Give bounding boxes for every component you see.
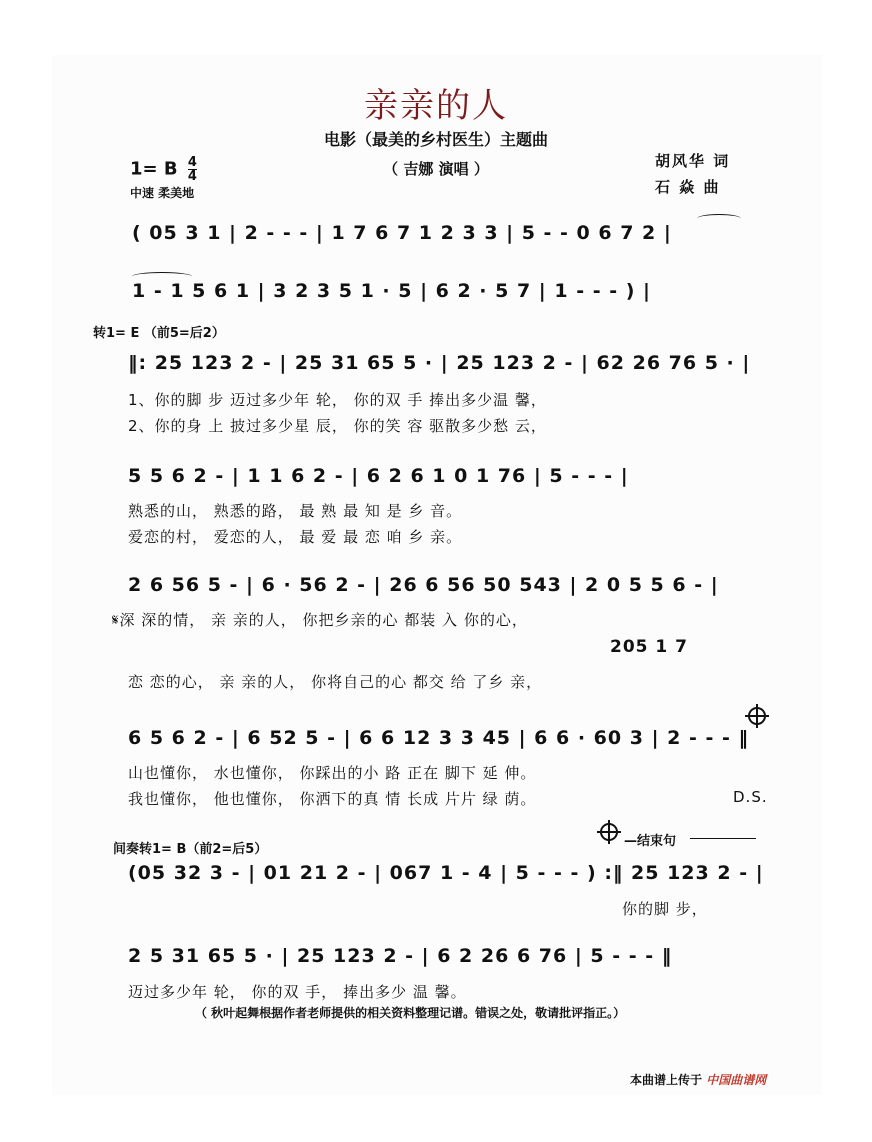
slur [697, 214, 741, 223]
score-row-5: 2 6 56 5 - | 6 · 56 2 - | 26 6 56 50 543 | 2 0 5 5 6 - | [128, 574, 719, 596]
time-bottom: 4 [187, 169, 197, 184]
lyric-row-4-verse-2: 爱恋的村， 爱恋的人， 最 爱 最 恋 咱 乡 亲。 [128, 528, 463, 546]
lyric-row-6-verse-1: 山也懂你， 水也懂你， 你踩出的小 路 正在 脚下 延 伸。 [128, 764, 537, 782]
ending-label: —结束句 [624, 834, 677, 849]
song-subtitle: 电影（最美的乡村医生）主题曲 [323, 130, 548, 149]
key-text: 1= B [130, 158, 178, 180]
song-title: 亲亲的人 [364, 86, 508, 126]
tie [132, 272, 192, 281]
lyric-row-5-verse-1: 𝄋深 深的情， 亲 亲的人， 你把乡亲的心 都装 入 你的心， [112, 611, 528, 629]
time-top: 4 [187, 155, 197, 170]
singer-credit: （ 吉娜 演唱 ） [383, 160, 489, 178]
modulation-label-1: 转1= E （前5=后2） [93, 326, 225, 341]
dal-segno: D.S. [733, 788, 768, 806]
score-row-4: 5 5 6 2 - | 1 1 6 2 - | 6 2 6 1 0 1 76 | 5 - - - | [128, 465, 629, 487]
coda-icon [748, 707, 766, 725]
lyric-row-6-verse-2: 我也懂你， 他也懂你， 你洒下的真 情 长成 片片 绿 荫。 [128, 790, 537, 808]
lyric-row-5-verse-2: 恋 恋的心， 亲 亲的人， 你将自己的心 都交 给 了乡 亲， [128, 673, 543, 691]
lyricist-credit: 胡风华 词 [655, 152, 731, 170]
modulation-label-2: 间奏转1= B（前2=后5） [113, 842, 268, 857]
tempo-marking: 中速 柔美地 [130, 186, 195, 200]
ending-bracket [690, 838, 756, 839]
lyric-row-3-verse-1: 1、你的脚 步 迈过多少年 轮， 你的双 手 捧出多少温 馨， [128, 391, 547, 409]
site-logo: 中国曲谱网 [706, 1073, 767, 1087]
key-signature [130, 156, 197, 183]
lyric-row-4-verse-1: 熟悉的山， 熟悉的路， 最 熟 最 知 是 乡 音。 [128, 502, 463, 520]
lyric-row-3-verse-2: 2、你的身 上 披过多少星 辰， 你的笑 容 驱散多少愁 云， [128, 417, 547, 435]
alternate-notes: 205 1 7 [610, 637, 688, 657]
score-row-7: (05 32 3 - | 01 21 2 - | 067 1 - 4 | 5 - - - ) :‖ 25 123 2 - | [128, 862, 764, 884]
coda-icon-ending [600, 823, 618, 841]
score-row-3: ‖: 25 123 2 - | 25 31 65 5 · | 25 123 2 - | 62 26 76 5 · | [128, 352, 751, 374]
composer-credit: 石 焱 曲 [655, 178, 721, 196]
upload-text: 本曲谱上传于 [630, 1073, 703, 1087]
time-signature [188, 156, 197, 183]
lyric-row-7: 你的脚 步， [622, 900, 708, 918]
score-row-1: ( 05 3 1 | 2 - - - | 1 7 6 7 1 2 3 3 | 5 - - 0 6 7 2 | [132, 222, 672, 244]
lyric-row-8: 迈过多少年 轮， 你的双 手， 捧出多少 温 馨。 [128, 983, 467, 1001]
footnote: （ 秋叶起舞根据作者老师提供的相关资料整理记谱。错误之处，敬请批评指正。） [195, 1006, 626, 1020]
score-row-2: 1 - 1 5 6 1 | 3 2 3 5 1 · 5 | 6 2 · 5 7 | 1 - - - ) | [132, 280, 651, 302]
upload-credit [630, 1071, 766, 1088]
score-row-8: 2 5 31 65 5 · | 25 123 2 - | 6 2 26 6 76 | 5 - - - ‖ [128, 945, 673, 967]
score-row-6: 6 5 6 2 - | 6 52 5 - | 6 6 12 3 3 45 | 6 6 · 60 3 | 2 - - - ‖ [128, 727, 749, 749]
